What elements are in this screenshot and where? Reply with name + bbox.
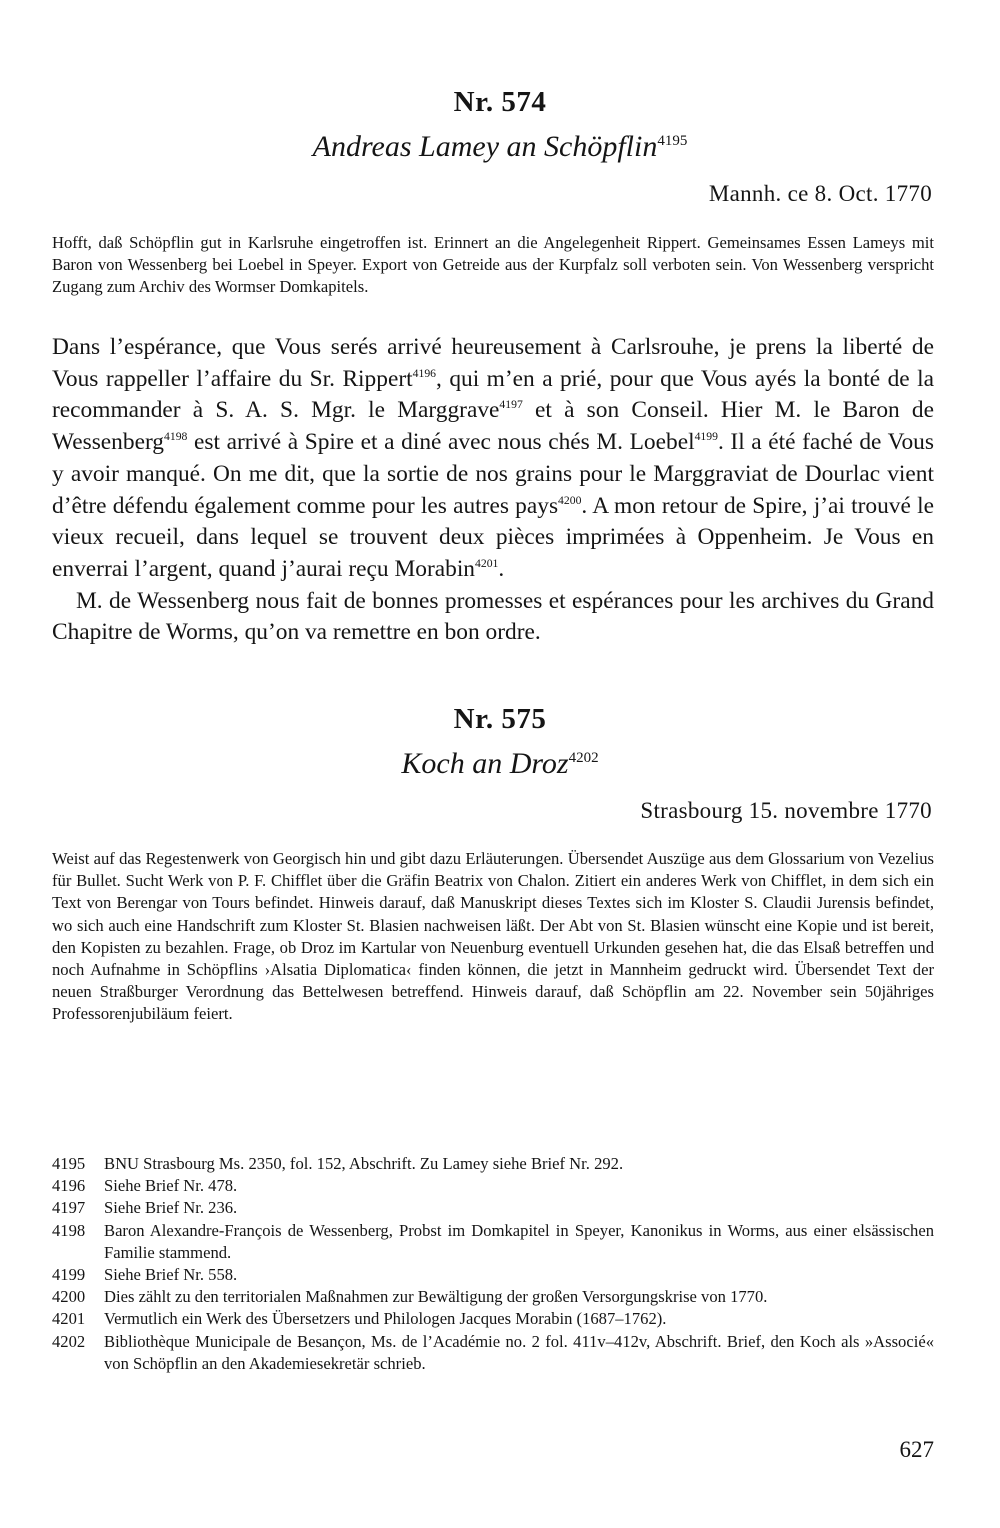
footnote-ref: 4195 (657, 133, 688, 149)
footnote (52, 1331, 934, 1375)
footnote-number: 4200 (52, 1287, 86, 1307)
footnote-number: 4199 (52, 1265, 86, 1285)
footnote-text: Dies zählt zu den territorialen Maßnahmen zur Bewältigung der großen Versorgungskrise von 1770. (104, 1287, 768, 1307)
footnote-ref: 4197 (499, 398, 523, 412)
letter-summary: Weist auf das Regestenwerk von Georgisch hin und gibt dazu Erläuterungen. Übersendet Auszüge aus dem Glossarium von Vezelius für Bullet. Sucht Werk von P. F. Chifflet über die Gräfin Beatrix von Chalon. Zitiert ein anderes Werk von Chifflet, in dem sich ein Text von Berengar von Tours befindet. Hinweis darauf, daß Manuskript dieses Textes sich im Kloster S. Claudii Jurensis befindet, wo sich auch eine Handschrift zum Kloster St. Blasien nachweisen läßt. Der Abt von St. Blasien wünscht eine Kopie und ist bereit, den Kopisten zu bezahlen. Frage, ob Droz im Kartular von Neuenburg eventuell Urkunden gesehen hat, die das Elsaß betreffen und noch Aufnahme in Schöpflins ›Alsatia Diplomatica‹ finden können, die jetzt in Mannheim gedruckt wird. Übersendet Text der neuen Straßburger Verordnung das Bettelwesen betreffend. Hinweis darauf, daß Schöpflin am 22. November sein 50jähriges Professorenjubiläum feiert. (52, 849, 934, 1024)
place-date: Mannh. ce 8. Oct. 1770 (708, 181, 932, 206)
page-number: 627 (899, 1437, 934, 1462)
footnote-text: Siehe Brief Nr. 236. (104, 1198, 238, 1218)
footnote-ref: 4199 (694, 430, 718, 444)
footnote-text: Siehe Brief Nr. 558. (104, 1265, 238, 1285)
footnote-ref: 4200 (558, 493, 582, 507)
footnote-number: 4195 (52, 1154, 86, 1173)
footnote-ref: 4202 (568, 750, 599, 766)
footnote-number: 4198 (52, 1220, 86, 1240)
footnote-text: Siehe Brief Nr. 478. (104, 1176, 238, 1196)
footnote-number: 4196 (52, 1176, 86, 1196)
letter-title (0, 747, 1000, 781)
footnote (52, 1197, 934, 1219)
footnote-text: Bibliothèque Municipale de Besançon, Ms. de l’Académie no. 2 fol. 411v–412v, Abschrift. Brief, den Koch als »Associé« von Schöpflin an den Akademiesekretär schrieb. (104, 1331, 934, 1373)
body-paragraph (52, 332, 934, 586)
footnote-ref: 4198 (164, 430, 188, 444)
body-paragraph: M. de Wessenberg nous fait de bonnes promesses et espérances pour les archives du Grand Chapitre de Worms, qu’on va remettre en bon ordre. (52, 587, 934, 646)
footnote (52, 1175, 934, 1197)
footnote-text: Vermutlich ein Werk des Übersetzers und Philologen Jacques Morabin (1687–1762). (104, 1309, 667, 1329)
letter-title (0, 130, 1000, 164)
body-text-segment: est arrivé à Spire et a diné avec nous chés M. Loebel (187, 429, 695, 456)
body-text-segment: , qui m’en a prié, pour que Vous ayés la bonté de la recommander à S. A. S. Mgr. le Marggrave (52, 365, 934, 424)
letter-summary: Hofft, daß Schöpflin gut in Karlsruhe eingetroffen ist. Erinnert an die Angelegenheit Rippert. Gemeinsames Essen Lameys mit Baron von Wessenberg bei Loebel in Speyer. Export von Getreide aus der Kurpfalz soll verboten sein. Von Wessenberg verspricht Zugang zum Archiv des Wormser Domkapitels. (52, 233, 934, 297)
letter-number: Nr. 574 (453, 86, 547, 118)
footnote (52, 1264, 934, 1286)
letter-title-text: Koch an Droz (401, 747, 569, 780)
footnote-number: 4197 (52, 1198, 86, 1218)
footnotes (52, 1153, 934, 1375)
footnote (52, 1153, 934, 1175)
footnote (52, 1220, 934, 1264)
place-date: Strasbourg 15. novembre 1770 (640, 798, 932, 823)
letter-body (52, 332, 934, 649)
footnote-ref: 4196 (412, 366, 436, 380)
footnote-text: Baron Alexandre-François de Wessenberg, Probst im Domkapitel in Speyer, Kanonikus in Worms, aus einer elsässischen Familie stammend. (104, 1220, 934, 1262)
footnote-text: BNU Strasbourg Ms. 2350, fol. 152, Abschrift. Zu Lamey siehe Brief Nr. 292. (104, 1154, 624, 1173)
footnote-number: 4201 (52, 1309, 86, 1329)
letter-number: Nr. 575 (453, 703, 547, 735)
body-text-segment: et à son Conseil. Hier M. le Baron de Wessenberg (52, 397, 934, 456)
body-text-segment: . A mon retour de Spire, j’ai trouvé le vieux recueil, dans lequel se trouvent deux pièces imprimées à Oppenheim. Je Vous en enverrai l’argent, quand j’aurai reçu Morabin (52, 492, 934, 582)
body-text-segment: Dans l’espérance, que Vous serés arrivé heureusement à Carlsrouhe, je prens la liberté de Vous rappeller l’affaire du Sr. Rippert (52, 334, 934, 392)
letter-title-text: Andreas Lamey an Schöpflin (312, 130, 658, 163)
footnote-number: 4202 (52, 1331, 86, 1351)
footnote (52, 1308, 934, 1330)
footnote-ref: 4201 (475, 557, 499, 571)
footnote (52, 1286, 934, 1308)
body-text-segment: . (498, 555, 505, 582)
body-text-segment: . Il a été faché de Vous y avoir manqué. On me dit, que la sortie de nos grains pour le Marggraviat de Dourlac vient d’être défendu également comme pour les autres pays (52, 429, 934, 519)
